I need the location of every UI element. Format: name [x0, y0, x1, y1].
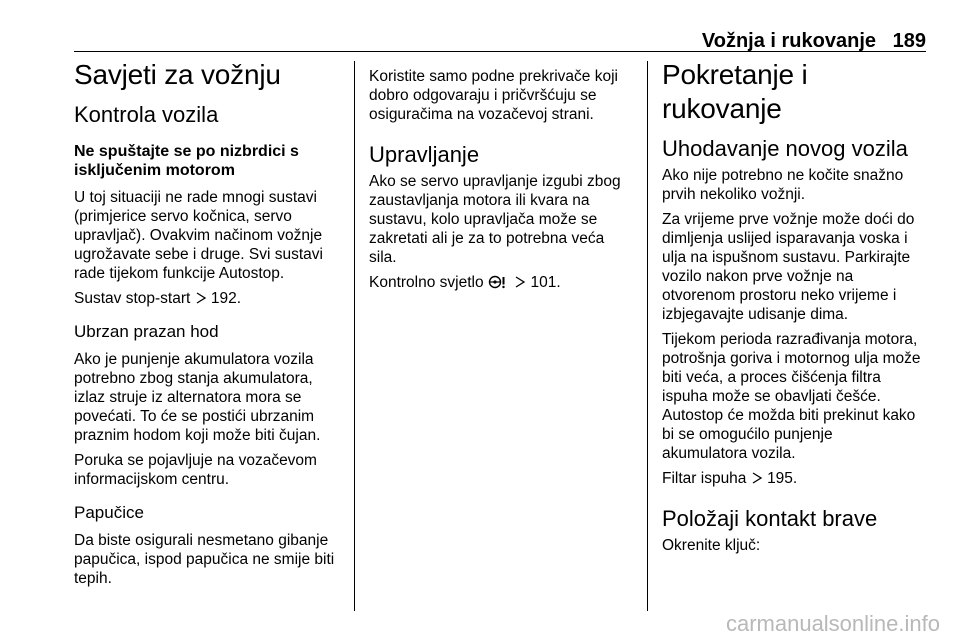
text: Sustav stop-start — [74, 290, 191, 307]
text-line: ispuha može se obavljati češće. — [662, 388, 881, 405]
text-line: tepih. — [74, 570, 112, 587]
text-line: rade tijekom funkcije Autostop. — [74, 265, 285, 282]
column-divider-2 — [647, 61, 648, 611]
subsection-vehicle-control: Kontrola vozila — [74, 102, 219, 127]
page-reference-icon — [514, 276, 526, 288]
paragraph — [74, 531, 344, 588]
page-number: 189 — [892, 30, 926, 52]
text-line: ugrožavate sebe i druge. Svi sustavi — [74, 246, 323, 263]
text-line: izbjegavajte udisanje dima. — [662, 306, 849, 323]
paragraph — [74, 350, 344, 445]
text-line: upravljač). Ovakvim načinom vožnje — [74, 227, 323, 244]
column-3 — [662, 58, 928, 555]
text-line: prvih nekoliko vožnji. — [662, 186, 806, 203]
text-line: dobro odgovaraju i pričvršćuju se — [369, 87, 597, 104]
text-line: Da biste osigurali nesmetano gibanje — [74, 532, 329, 549]
text-line: Koristite samo podne prekrivače koji — [369, 68, 618, 85]
paragraph — [662, 210, 928, 324]
text-line: bi se omogućilo punjenje — [662, 426, 833, 443]
text-line: potrebno zbog stanja akumulatora, — [74, 370, 313, 387]
text-line: zakretati ali je za to potrebna veća — [369, 230, 605, 247]
text-line: (primjerice servo kočnica, servo — [74, 208, 292, 225]
text-line: izlaz struje iz alternatora mora se — [74, 389, 302, 406]
text-line: praznim hodom koji može biti čujan. — [74, 427, 321, 444]
section-title-driving-tips: Savjeti za vožnju — [74, 59, 281, 90]
subsection-running-in: Uhodavanje novog vozila — [662, 136, 908, 161]
column-2 — [369, 67, 635, 292]
text-line: sustavu, kolo upravljača može se — [369, 211, 598, 228]
text-line: Poruka se pojavljuje na vozačevom — [74, 452, 317, 469]
subsection-ignition-positions: Položaji kontakt brave — [662, 506, 878, 531]
text-line: biti veća, a proces čišćenja filtra — [662, 369, 881, 386]
text-line: potrošnja goriva i motornog ulja može — [662, 350, 921, 367]
page-reference-icon — [195, 292, 207, 304]
column-divider-1 — [354, 61, 355, 611]
heading-pedals: Papučice — [74, 503, 144, 522]
paragraph — [74, 451, 344, 489]
paragraph-stop-start — [74, 289, 344, 308]
page-reference-icon — [751, 472, 763, 484]
section-title-starting: Pokretanje i rukovanje — [662, 59, 808, 124]
paragraph — [662, 166, 928, 204]
paragraph-warning-lamp — [369, 273, 635, 292]
text-line: povećati. To će se postići ubrzanim — [74, 408, 315, 425]
steering-warning-lamp-icon — [488, 275, 510, 289]
paragraph — [74, 188, 344, 283]
page-reference[interactable]: 192. — [210, 290, 242, 307]
paragraph: Okrenite ključ: — [662, 537, 761, 554]
text-line: zaustavljanja motora ili kvara na — [369, 192, 590, 209]
text: Kontrolno svjetlo — [369, 274, 484, 291]
text-line: vozilo nakon prve vožnje na — [662, 268, 854, 285]
text-line: Tijekom perioda razrađivanja motora, — [662, 331, 918, 348]
page-reference[interactable]: 101. — [530, 274, 561, 291]
text-line: informacijskom centru. — [74, 471, 230, 488]
header-rule — [74, 51, 926, 52]
text-line: Za vrijeme prve vožnje može doći do — [662, 211, 915, 228]
text-line: Ako nije potrebno ne kočite snažno — [662, 167, 904, 184]
heading-line: isključenim motorom — [74, 162, 235, 179]
text: Filtar ispuha — [662, 470, 747, 487]
watermark: carmanualsonline.info — [725, 611, 940, 636]
running-title: Vožnja i rukovanje — [701, 30, 876, 52]
text-line: Autostop će možda biti prekinut kako — [662, 407, 916, 424]
paragraph — [369, 172, 635, 267]
text-line: sila. — [369, 249, 397, 266]
paragraph-exhaust-filter — [662, 469, 928, 488]
text-line: Ako je punjenje akumulatora vozila — [74, 351, 314, 368]
column-1 — [74, 58, 344, 588]
subsection-steering: Upravljanje — [369, 142, 480, 167]
page-header — [74, 30, 926, 50]
text-line: ulja na ispušnom sustavu. Parkirajte — [662, 249, 911, 266]
paragraph — [369, 67, 635, 124]
text-line: Ako se servo upravljanje izgubi zbog — [369, 173, 621, 190]
paragraph — [662, 330, 928, 463]
text-line: papučica, ispod papučica ne smije biti — [74, 551, 335, 568]
text-line: akumulatora vozila. — [662, 445, 796, 462]
heading-line: Ne spuštajte se po nizbrdici s — [74, 143, 299, 160]
text-line: dimljenja uslijed isparavanja voska i — [662, 230, 908, 247]
text-line: osiguračima na vozačevoj strani. — [369, 106, 594, 123]
heading-idle: Ubrzan prazan hod — [74, 322, 219, 341]
text-line: otvorenom prostoru neko vrijeme i — [662, 287, 897, 304]
heading-downhill — [74, 142, 344, 180]
text-line: U toj situaciji ne rade mnogi sustavi — [74, 189, 317, 206]
page-reference[interactable]: 195. — [767, 470, 798, 487]
